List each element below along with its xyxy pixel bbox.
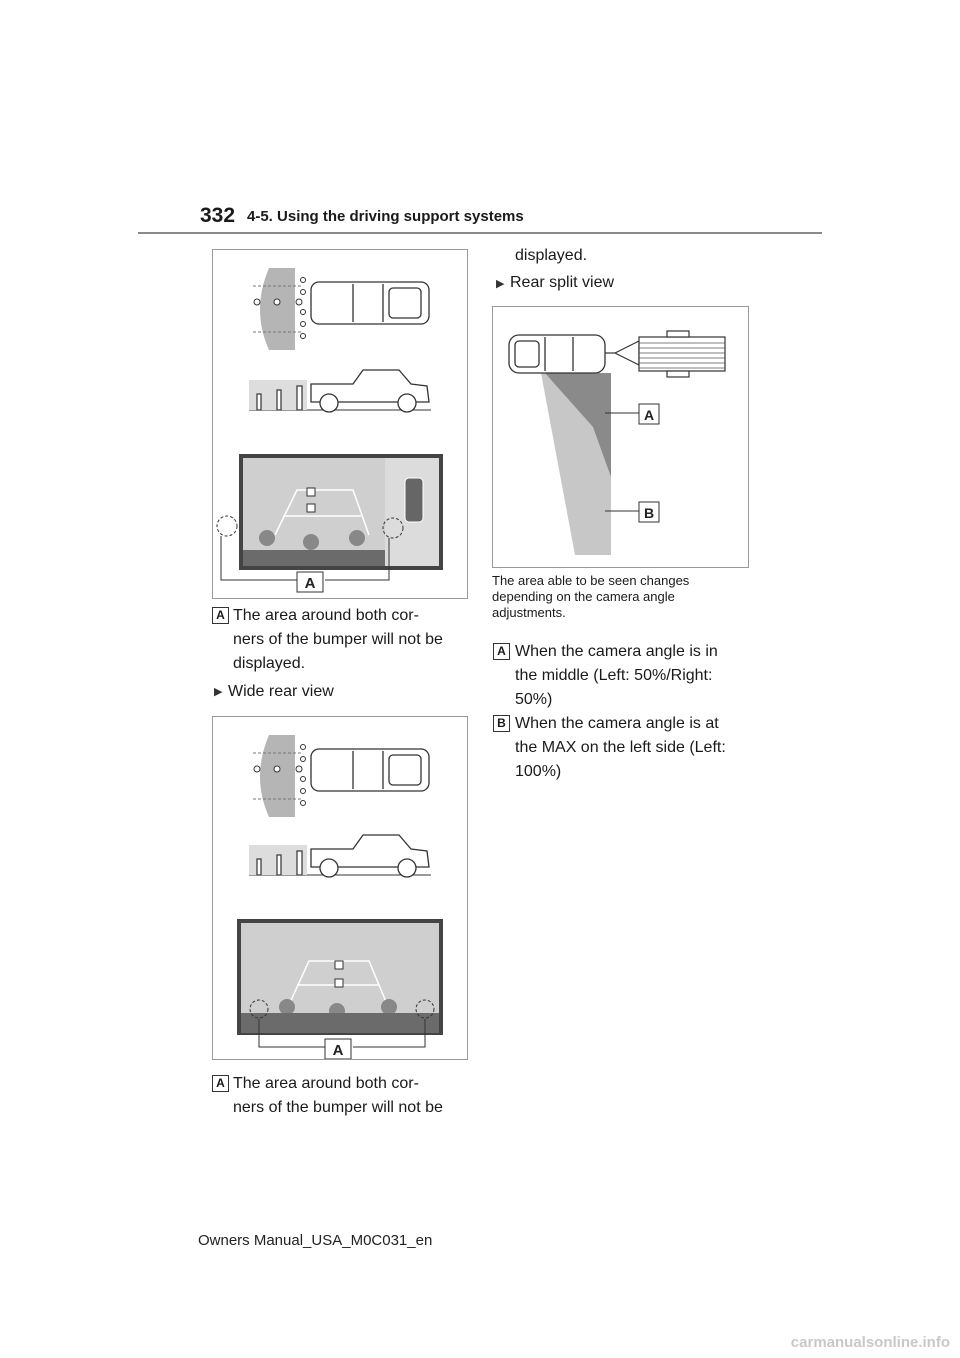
callout-a-right-text-3: 50%) <box>515 691 553 708</box>
callout-b-right-text-3: 100%) <box>515 763 562 780</box>
section-title: 4-5. Using the driving support systems <box>247 208 524 225</box>
callout-label-a-right: A <box>493 643 510 660</box>
fig3-callout-b: B <box>643 505 655 521</box>
callout-a2-text-2: ners of the bumper will not be <box>233 1099 443 1116</box>
callout-a-right-text-1: When the camera angle is in <box>515 643 718 660</box>
wide-rear-view-heading: Wide rear view <box>228 683 334 700</box>
bullet-arrow-icon: ▶ <box>214 686 223 698</box>
continued-text: displayed. <box>515 247 588 264</box>
truck-side-view <box>311 370 429 412</box>
callout-b-right-text-1: When the camera angle is at <box>515 715 719 732</box>
fig3-callout-a: A <box>643 407 655 423</box>
caption-line-3: adjustments. <box>492 605 566 620</box>
camera-coverage-area <box>260 268 295 350</box>
fig1-callout-label: A <box>304 575 316 592</box>
callout-a-text-3: displayed. <box>233 655 306 672</box>
callout-a-text-2: ners of the bumper will not be <box>233 631 443 648</box>
callout-a-right-text-2: the middle (Left: 50%/Right: <box>515 667 713 684</box>
figure-rear-view-corners <box>212 249 468 599</box>
callout-a-text-1: The area around both cor- <box>233 607 419 624</box>
fig2-callout-label: A <box>332 1042 344 1059</box>
callout-label-a: A <box>212 607 229 624</box>
rear-view-illustration <box>213 250 467 598</box>
figure-wide-rear-view <box>212 716 468 1060</box>
bullet-arrow-icon: ▶ <box>496 278 505 290</box>
callout-label-b-right: B <box>493 715 510 732</box>
figure-rear-split-view <box>492 306 749 568</box>
footer-doc-id: Owners Manual_USA_M0C031_en <box>198 1232 433 1249</box>
caption-line-1: The area able to be seen changes <box>492 573 690 588</box>
rear-split-view-illustration <box>493 307 748 567</box>
trailer <box>605 331 725 377</box>
callout-a2-text-1: The area around both cor- <box>233 1075 419 1092</box>
caption-line-2: depending on the camera angle <box>492 589 675 604</box>
wide-rear-view-illustration <box>213 717 467 1059</box>
watermark[interactable]: carmanualsonline.info <box>790 1334 950 1351</box>
callout-label-a-2: A <box>212 1075 229 1092</box>
page-number: 332 <box>200 204 236 227</box>
truck-top-view <box>509 335 605 373</box>
header-rule <box>138 232 822 234</box>
callout-b-right-text-2: the MAX on the left side (Left: <box>515 739 726 756</box>
truck-top-view <box>311 282 429 324</box>
rear-split-view-heading: Rear split view <box>510 274 615 291</box>
